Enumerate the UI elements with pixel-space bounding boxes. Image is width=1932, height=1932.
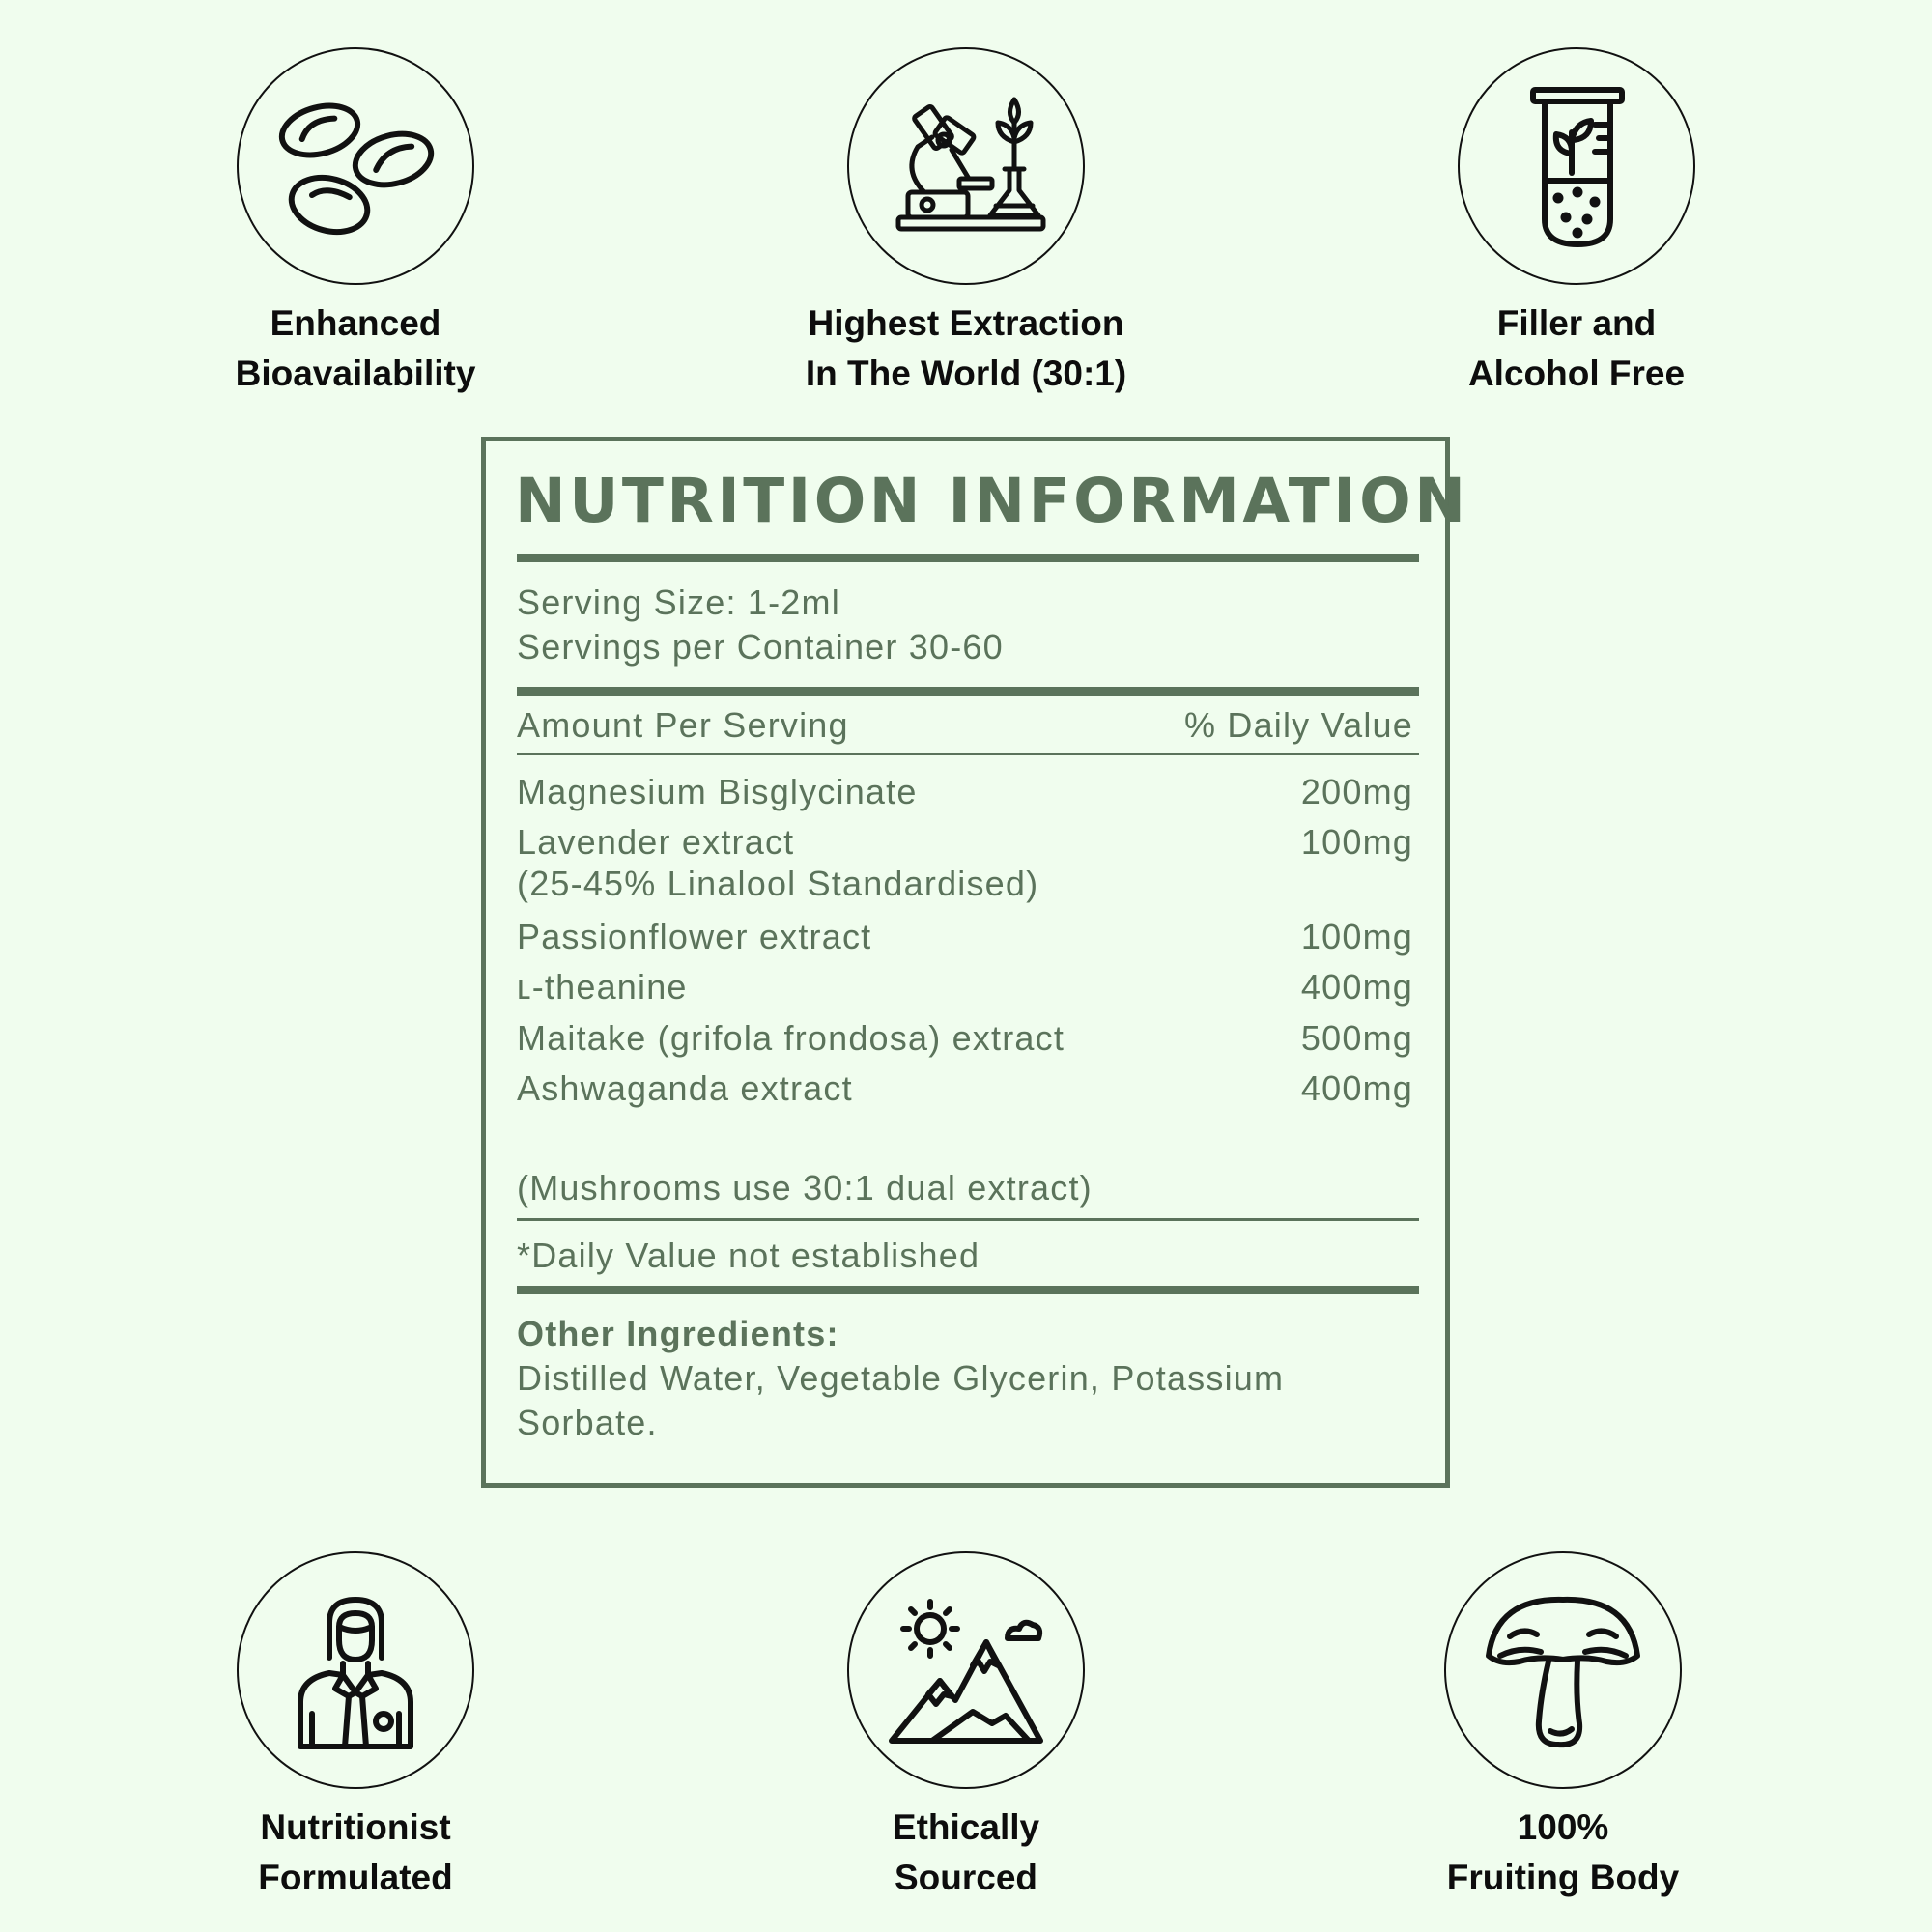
ingredient-name: Lavender extract [517,822,795,862]
feature-label-line1: Highest Extraction [808,303,1124,343]
mushroom-icon [1481,1588,1645,1752]
mountain-sun-icon [884,1588,1048,1752]
red-blood-cells-icon [273,84,438,248]
nutrition-panel [481,437,1469,1488]
ingredient-amount: 400mg [1300,1068,1413,1108]
feature-label-line2: Sourced [894,1858,1038,1897]
header-amount-per-serving: Amount Per Serving [517,705,849,745]
feature-icon-circle [847,47,1085,285]
feature-label [1383,298,1770,399]
feature-label-line2: In The World (30:1) [805,354,1127,393]
feature-nutritionist-formulated [162,1551,549,1903]
title-divider [517,554,1419,562]
header-daily-value: % Daily Value [1183,705,1413,745]
other-ingredients-line1: Distilled Water, Vegetable Glycerin, Potassium [517,1358,1285,1398]
ingredient-note: (25-45% Linalool Standardised) [517,864,1039,903]
feature-icon-circle [1458,47,1695,285]
feature-icon-circle [847,1551,1085,1789]
ingredient-amount: 500mg [1300,1018,1413,1058]
feature-label-line2: Formulated [258,1858,453,1897]
feature-enhanced-bioavailability [162,47,549,399]
servings-per-container: Servings per Container 30-60 [517,627,1004,667]
feature-label-line2: Fruiting Body [1446,1858,1680,1897]
test-tube-plant-icon [1494,84,1659,248]
feature-label-line1: Ethically [892,1807,1040,1847]
other-ingredients-line2: Sorbate. [517,1403,658,1442]
feature-label [773,1803,1159,1903]
feature-icon-circle [237,1551,474,1789]
microscope-lab-flask-icon [884,84,1048,248]
ingredient-name: Passionflower extract [517,917,872,956]
feature-label [162,298,549,399]
mushroom-note: (Mushrooms use 30:1 dual extract) [517,1168,1093,1208]
feature-highest-extraction [773,47,1159,399]
feature-icon-circle [237,47,474,285]
serving-divider [517,687,1419,696]
feature-label-line2: Bioavailability [235,354,476,393]
other-ingredients-label: Other Ingredients: [517,1314,839,1353]
daily-value-divider [517,1286,1419,1294]
ingredient-amount: 100mg [1300,917,1413,956]
nutritionist-person-icon [273,1588,438,1752]
feature-fruiting-body [1370,1551,1756,1903]
feature-label [1370,1803,1756,1903]
ingredient-name: ʟ-theanine [517,967,688,1007]
feature-label-line1: 100% [1517,1807,1609,1847]
feature-label-line2: Alcohol Free [1467,354,1686,393]
feature-label-line1: Enhanced [270,303,441,343]
ingredient-amount: 100mg [1300,822,1413,862]
note-divider [517,1218,1419,1221]
ingredient-amount: 400mg [1300,967,1413,1007]
daily-value-note: *Daily Value not established [517,1236,980,1275]
ingredient-name: Maitake (grifola frondosa) extract [517,1018,1065,1058]
feature-filler-alcohol-free [1383,47,1770,399]
header-divider [517,753,1419,755]
feature-ethically-sourced [773,1551,1159,1903]
feature-label [162,1803,549,1903]
ingredient-name: Ashwaganda extract [517,1068,853,1108]
feature-label-line1: Nutritionist [260,1807,451,1847]
feature-label [773,298,1159,399]
feature-label-line1: Filler and [1496,303,1657,343]
serving-size: Serving Size: 1-2ml [517,582,840,622]
feature-icon-circle [1444,1551,1682,1789]
nutrition-title: NUTRITION INFORMATION [515,466,1469,536]
ingredient-amount: 200mg [1300,772,1413,811]
ingredient-name: Magnesium Bisglycinate [517,772,918,811]
